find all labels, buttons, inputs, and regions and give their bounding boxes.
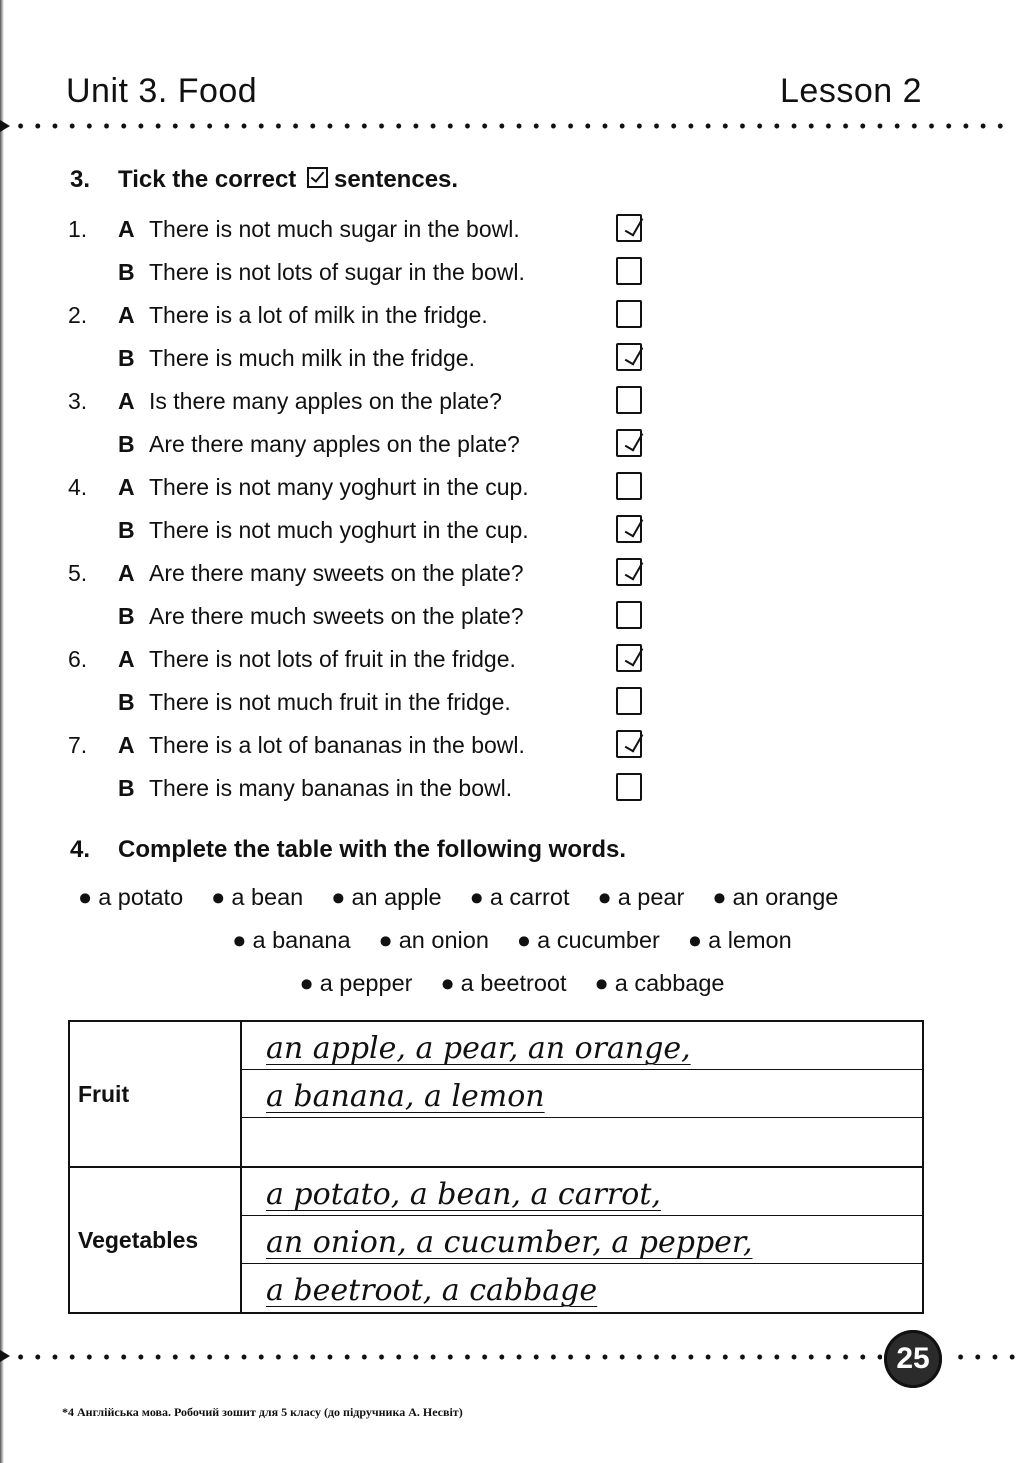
question-number: 1. — [68, 216, 88, 242]
sentence-row — [68, 681, 668, 724]
fruit-answer-cell[interactable] — [241, 1021, 923, 1167]
option-letter: A — [118, 732, 135, 758]
word-bank-line — [0, 970, 1024, 997]
sentence-row — [68, 380, 668, 423]
word-text: a lemon — [708, 927, 792, 953]
sentence-text: There is a lot of milk in the fridge. — [149, 302, 488, 328]
option-letter: A — [118, 216, 135, 242]
answer-checkbox[interactable] — [616, 214, 642, 242]
bullet-icon: ● — [378, 927, 393, 953]
answer-checkbox[interactable] — [616, 300, 642, 328]
word-bank-item — [595, 970, 725, 997]
sentence-text: Are there many sweets on the plate? — [149, 560, 524, 586]
word-text: a pepper — [319, 970, 413, 996]
answer-checkbox[interactable] — [616, 644, 642, 672]
option-letter: B — [118, 775, 135, 801]
option-letter: B — [118, 689, 135, 715]
bullet-icon: ● — [712, 884, 727, 910]
unit-title: Unit 3. Food — [66, 72, 258, 110]
sentence-text: There is not lots of sugar in the bowl. — [149, 259, 525, 285]
answer-checkbox[interactable] — [616, 515, 642, 543]
top-rule-arrow — [0, 120, 10, 132]
bullet-icon: ● — [516, 927, 532, 953]
sentence-text: There is not much fruit in the fridge. — [149, 689, 511, 715]
fruit-line-1: an apple, a pear, an orange, — [242, 1022, 922, 1070]
task4-heading-text: Complete the table with the following words. — [118, 836, 627, 863]
word-text: a bean — [231, 884, 304, 910]
bullet-icon: ● — [299, 970, 314, 996]
sentence-row — [68, 552, 668, 595]
sentence-row — [68, 767, 668, 810]
task3-heading-text-before: Tick the correct — [118, 166, 297, 193]
option-letter: B — [118, 431, 135, 457]
bottom-dotted-rule-right — [952, 1354, 1016, 1360]
word-bank-item — [470, 884, 570, 911]
word-bank-item — [78, 884, 183, 911]
question-number: 4. — [68, 474, 88, 500]
word-text: a carrot — [489, 884, 570, 910]
top-dotted-rule — [12, 123, 1012, 129]
word-text: a cucumber — [537, 927, 660, 953]
bullet-icon: ● — [232, 927, 247, 953]
footnote: *4 Англійська мова. Робочий зошит для 5 класу (до підручника А. Несвіт) — [62, 1405, 463, 1419]
sentence-row — [68, 423, 668, 466]
word-bank-line — [64, 884, 852, 911]
word-text: an orange — [732, 884, 839, 910]
task3-heading-text-after: sentences. — [333, 166, 459, 193]
answer-checkbox[interactable] — [616, 429, 642, 457]
food-table — [68, 1020, 924, 1314]
vegetables-row — [69, 1167, 923, 1313]
word-bank-item — [331, 884, 441, 911]
sentence-row — [68, 251, 668, 294]
question-number: 6. — [68, 646, 88, 672]
fruit-line-2: a banana, a lemon — [242, 1070, 922, 1118]
sentence-row — [68, 337, 668, 380]
bullet-icon: ● — [78, 884, 93, 910]
vegetables-line-3: a beetroot, a cabbage — [266, 1273, 598, 1308]
answer-checkbox[interactable] — [616, 386, 642, 414]
page-edge-shadow — [0, 0, 4, 1463]
answer-checkbox[interactable] — [616, 343, 642, 371]
bottom-dotted-rule-left — [12, 1354, 882, 1360]
word-text: a cabbage — [614, 970, 725, 996]
word-bank-item — [597, 884, 684, 911]
answer-checkbox[interactable] — [616, 257, 642, 285]
word-bank-item — [379, 927, 489, 954]
task4-number: 4. — [70, 836, 91, 863]
lesson-title: Lesson 2 — [780, 72, 922, 110]
answer-checkbox[interactable] — [616, 601, 642, 629]
sentence-row — [68, 509, 668, 552]
vegetables-line-1: a potato, a bean, a carrot, — [242, 1168, 922, 1216]
option-letter: A — [118, 646, 135, 672]
answer-checkbox[interactable] — [616, 730, 642, 758]
answer-checkbox[interactable] — [616, 472, 642, 500]
sentence-text: There is a lot of bananas in the bowl. — [149, 732, 525, 758]
word-text: a beetroot — [460, 970, 567, 996]
bullet-icon: ● — [594, 970, 609, 996]
bullet-icon: ● — [211, 884, 226, 910]
task3-heading — [70, 166, 458, 194]
sentence-text: There is not many yoghurt in the cup. — [149, 474, 529, 500]
bullet-icon: ● — [331, 884, 346, 910]
word-bank-item — [688, 927, 792, 954]
word-text: an onion — [398, 927, 489, 953]
word-bank-item — [232, 927, 350, 954]
answer-checkbox[interactable] — [616, 773, 642, 801]
question-number: 7. — [68, 732, 88, 758]
page-number-badge: 25 — [884, 1330, 942, 1388]
word-bank-line — [0, 927, 1024, 954]
word-text: a pear — [617, 884, 685, 910]
sentence-row — [68, 294, 668, 337]
sentence-row — [68, 724, 668, 767]
bottom-rule-arrow — [0, 1350, 10, 1362]
sentence-text: There is many bananas in the bowl. — [149, 775, 513, 801]
sentence-text: There is much milk in the fridge. — [149, 345, 475, 371]
option-letter: A — [118, 388, 135, 414]
word-bank-item — [440, 970, 566, 997]
option-letter: B — [118, 603, 135, 629]
word-text: a potato — [98, 884, 184, 910]
word-bank-item — [517, 927, 660, 954]
sentence-row — [68, 466, 668, 509]
task3-number: 3. — [70, 166, 91, 193]
sentence-text: There is not much sugar in the bowl. — [149, 216, 520, 242]
bullet-icon: ● — [469, 884, 484, 910]
option-letter: A — [118, 560, 135, 586]
bullet-icon: ● — [687, 927, 703, 953]
option-letter: B — [118, 517, 135, 543]
vegetables-line-2: an onion, a cucumber, a pepper, — [242, 1216, 922, 1264]
answer-checkbox[interactable] — [616, 687, 642, 715]
word-bank-item — [712, 884, 838, 911]
question-number: 5. — [68, 560, 88, 586]
sentence-row — [68, 208, 668, 251]
word-bank-item — [211, 884, 303, 911]
answer-checkbox[interactable] — [616, 558, 642, 586]
option-letter: A — [118, 474, 135, 500]
sentence-text: Is there many apples on the plate? — [149, 388, 502, 414]
tick-box-icon — [307, 167, 328, 188]
vegetables-label: Vegetables — [69, 1167, 241, 1313]
sentence-text: Are there much sweets on the plate? — [149, 603, 524, 629]
bullet-icon: ● — [440, 970, 455, 996]
sentence-text: There is not lots of fruit in the fridge. — [149, 646, 516, 672]
word-bank-item — [299, 970, 412, 997]
question-number: 2. — [68, 302, 88, 328]
sentence-row — [68, 638, 668, 681]
option-letter: A — [118, 302, 135, 328]
bullet-icon: ● — [597, 884, 612, 910]
sentence-text: There is not much yoghurt in the cup. — [149, 517, 529, 543]
fruit-label: Fruit — [69, 1021, 241, 1167]
task4-heading — [70, 836, 626, 864]
word-text: an apple — [351, 884, 442, 910]
word-text: a banana — [252, 927, 351, 953]
vegetables-answer-cell[interactable] — [241, 1167, 923, 1313]
option-letter: B — [118, 259, 135, 285]
fruit-line-3 — [242, 1118, 922, 1166]
sentence-text: Are there many apples on the plate? — [149, 431, 520, 457]
sentence-row — [68, 595, 668, 638]
question-number: 3. — [68, 388, 88, 414]
option-letter: B — [118, 345, 135, 371]
fruit-row — [69, 1021, 923, 1167]
